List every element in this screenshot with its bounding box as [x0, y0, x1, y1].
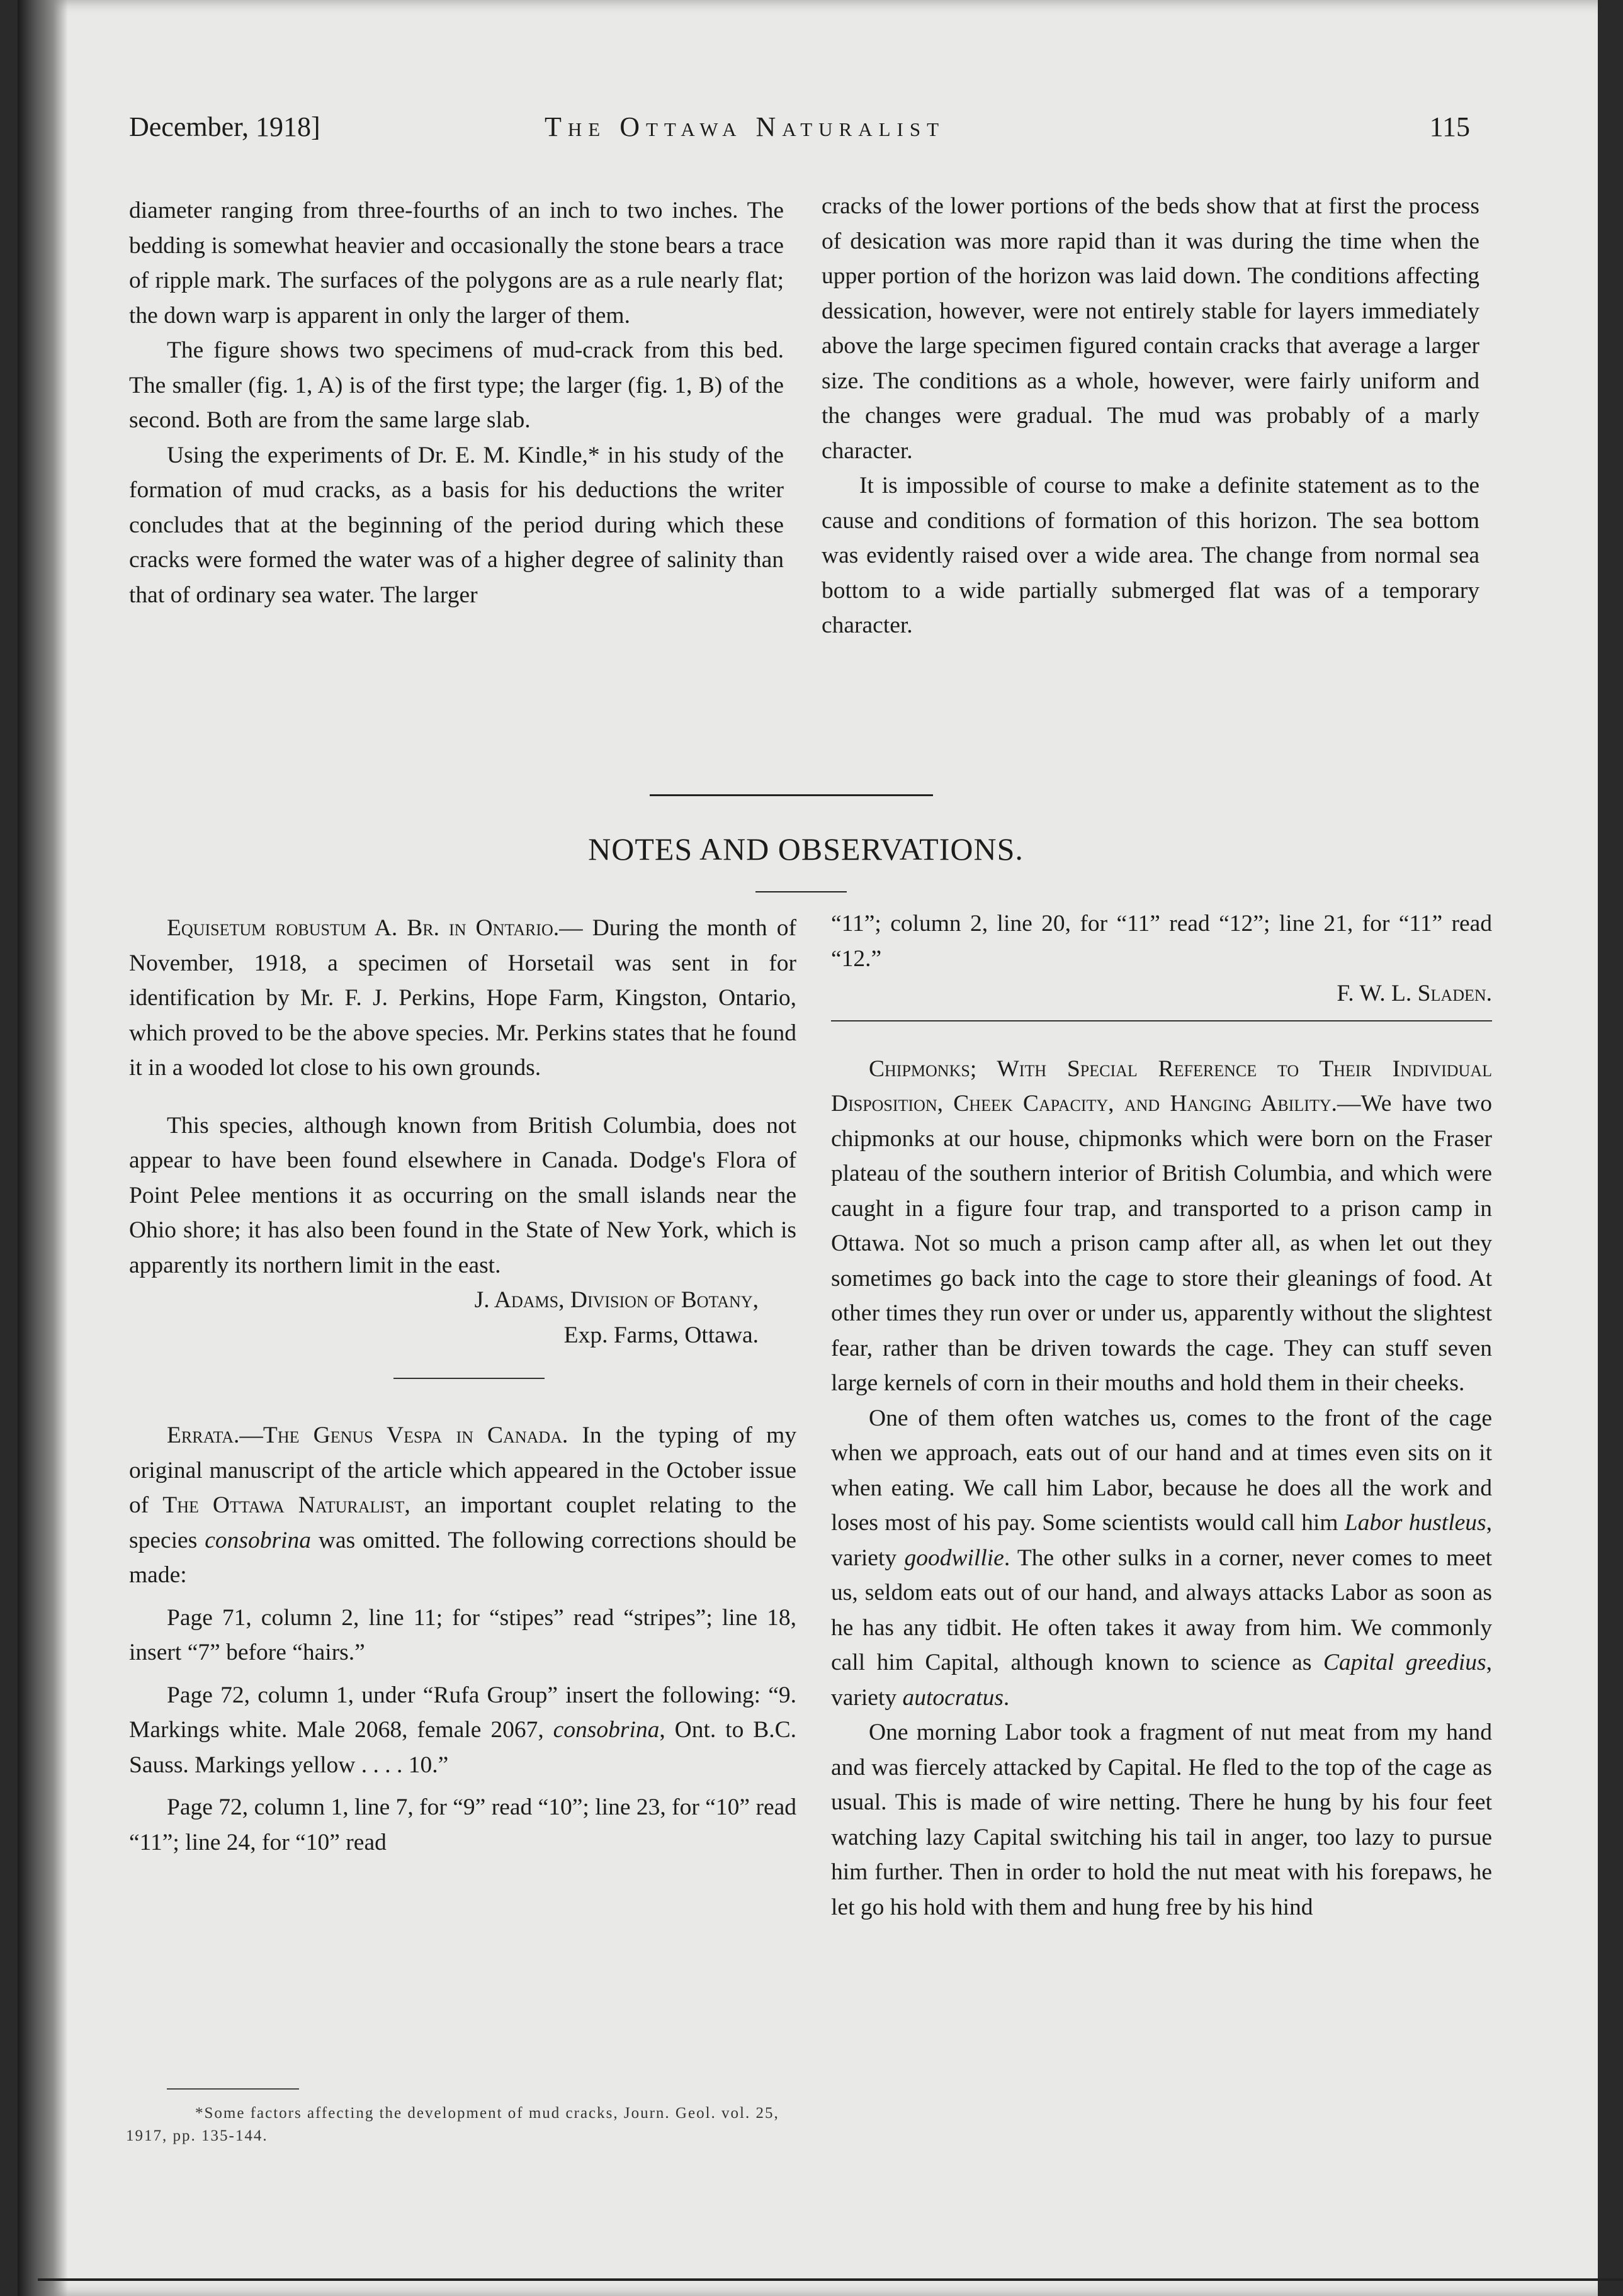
- note-text: During the month of November, 1918, a specimen of Horsetail was sent in for identification by Mr. F. J. Perkins, Hope Farm, Kingston, Ontario, which proved to be the above species. Mr. Perkins states that he found it in a wooded lot close to his own grounds.: [129, 915, 796, 1081]
- paragraph: It is impossible of course to make a definite statement as to the cause and conditions of formation of this horizon. The sea bottom was evidently raised over a wide area. The change from normal sea bottom to a wide partially submerged flat was of a temporary character.: [822, 473, 1479, 638]
- paragraph: [831, 1401, 1492, 1716]
- paragraph: [129, 1678, 796, 1783]
- paragraph: Page 72, column 1, line 7, for “9” read “10”; line 23, for “10” read “11”; line 24, for “10” read: [129, 1794, 796, 1855]
- header-date: December, 1918]: [129, 111, 320, 142]
- species-name: consobrina: [205, 1527, 311, 1553]
- note-heading: Equisetum robustum A. Br. in Ontario.—: [167, 915, 583, 941]
- paragraph: Page 71, column 2, line 11; for “stipes” read “stripes”; line 18, insert “7” before “hairs.”: [129, 1604, 796, 1665]
- paragraph: cracks of the lower portions of the beds show that at first the process of desication was more rapid than it was during the time when the upper portion of the horizon was laid down. The conditions affecting dessication, however, were not entirely stable for layers immediately above the large specimen figured contain cracks that average a larger size. The conditions as a whole, however, were fairly uniform and the changes were gradual. The mud was probably of a marly character.: [822, 193, 1479, 464]
- latin-name: goodwillie: [904, 1545, 1004, 1571]
- note-text: , variety: [831, 1510, 1492, 1571]
- signature: J. Adams, Division of Botany,: [474, 1287, 759, 1313]
- page-edge: [1612, 0, 1623, 2296]
- note-text: , variety: [831, 1650, 1492, 1711]
- note-text: .: [1003, 1684, 1010, 1711]
- running-header: [129, 111, 1470, 155]
- note-heading: Errata.—The Genus Vespa in Canada.: [167, 1422, 568, 1448]
- chipmonks-note: [831, 1052, 1492, 1401]
- paragraph: “11”; column 2, line 20, for “11” read “12”; line 21, for “11” read “12.”: [831, 911, 1492, 972]
- top-left-column: [129, 193, 784, 612]
- paragraph: Using the experiments of Dr. E. M. Kindle,* in his study of the formation of mud cracks, as a basis for his deductions the writer concludes that at the beginning of the period during which these cracks were formed the water was of a higher degree of salinity than that of ordinary sea water. The larger: [129, 442, 784, 608]
- section-divider: [650, 794, 933, 796]
- right-column: [831, 906, 1492, 1925]
- signature: F. W. L. Sladen.: [1337, 981, 1492, 1006]
- latin-name: autocratus: [902, 1684, 1004, 1711]
- footnote-rule: [167, 2088, 299, 2090]
- left-column: [129, 911, 796, 1860]
- note-text: One of them often watches us, comes to the front of the cage when we approach, eats out of our hand and at times even sits on it when eating. We call him Labor, because he does all the work and loses most of his pay. Some scientists would call him: [831, 1405, 1492, 1536]
- note-text: , an important couplet relating to the species: [129, 1492, 797, 1553]
- note-heading: Chipmonks; With Special Reference to Their Individual Disposition, Cheek Capacity, and Hanging Ability.: [831, 1055, 1492, 1117]
- book-binding: [18, 0, 68, 2296]
- top-right-column: [822, 189, 1479, 643]
- paragraph: One morning Labor took a fragment of nut meat from my hand and was fiercely attacked by Capital. He fled to the top of the cage as usual. This is made of wire netting. There he hung by his four feet watching lazy Capital switching his tail in anger, too lazy to pursue him further. Then in order to hold the nut meat with his forepaws, he let go his hold with them and hung free by his hind: [831, 1719, 1492, 1920]
- page-number: 115: [1429, 111, 1470, 142]
- note-text: —We have two chipmonks at our house, chipmonks which were born on the Fraser plateau of the southern interior of British Columbia, and which were caught in a figure four trap, and transported to a prison camp in Ottawa. Not so much a prison camp after all, as when let out they sometimes go back into the cage to store their gleanings of food. At other times they run over or under us, apparently without the slightest fear, rather than be driven towards the cage. They can stuff seven large kernels of corn in their mouths and hold them in their cheeks.: [831, 1091, 1492, 1396]
- header-journal-title: The Ottawa Naturalist: [545, 111, 946, 142]
- journal-name: The Ottawa Naturalist: [162, 1492, 405, 1518]
- latin-name: Labor hustleus: [1344, 1510, 1486, 1536]
- errata-note: [129, 1418, 796, 1593]
- signature-affiliation: Exp. Farms, Ottawa.: [563, 1322, 759, 1348]
- species-name: consobrina: [553, 1717, 660, 1743]
- note-text: In the typing of my original manuscript of the article which appeared in the October issue of: [129, 1422, 797, 1518]
- footnote: *Some factors affecting the development of mud cracks, Journ. Geol. vol. 25, 1917, pp. 135-144.: [126, 2105, 779, 2144]
- title-underline: [755, 891, 847, 892]
- latin-name: Capital greedius: [1323, 1650, 1486, 1675]
- bottom-rule: [38, 2278, 1623, 2281]
- note-text: , Ont. to B.C. Sauss. Markings yellow . . . . 10.”: [129, 1717, 797, 1778]
- section-title: NOTES AND OBSERVATIONS.: [588, 831, 1024, 867]
- note-text: Page 72, column 1, under “Rufa Group” insert the following: “9. Markings white. Male 2068, female 2067,: [129, 1682, 796, 1743]
- note-text: was omitted. The following corrections should be made:: [129, 1527, 796, 1588]
- note-text: . The other sulks in a corner, never comes to meet us, seldom eats out of our hand, and always attacks Labor as soon as he has any tidbit. He often takes it away from him. We commonly call him Capital, although known to science as: [831, 1545, 1493, 1675]
- paragraph: diameter ranging from three-fourths of an inch to two inches. The bedding is somewhat heavier and occasionally the stone bears a trace of ripple mark. The surfaces of the polygons are as a rule nearly flat; the down warp is apparent in only the larger of them.: [129, 198, 784, 329]
- equisetum-note: [129, 911, 796, 1086]
- paragraph: This species, although known from British Columbia, does not appear to have been found elsewhere in Canada. Dodge's Flora of Point Pelee mentions it as occurring on the small islands near the Ohio shore; it has also been found in the State of New York, which is apparently its northern limit in the east.: [129, 1112, 796, 1278]
- paragraph: The figure shows two specimens of mud-crack from this bed. The smaller (fig. 1, A) is of the first type; the larger (fig. 1, B) of the second. Both are from the same large slab.: [129, 337, 784, 433]
